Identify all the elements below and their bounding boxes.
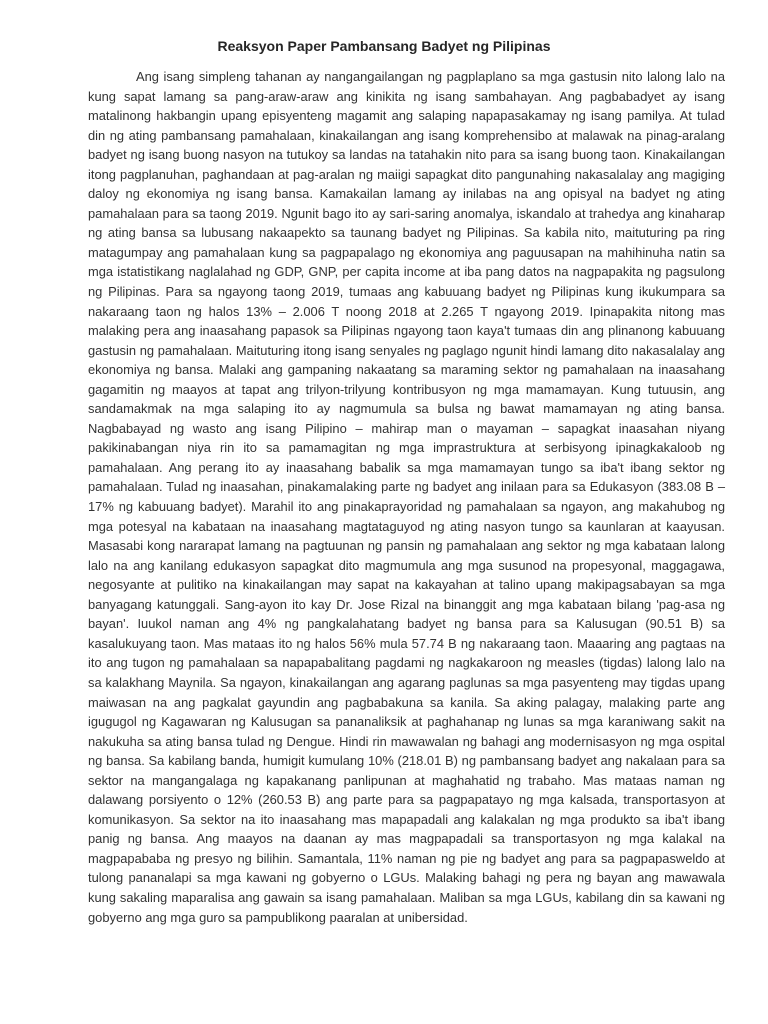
body-paragraph: Ang isang simpleng tahanan ay nangangailangan ng pagplaplano sa mga gastusin nito lalong lalo na kung sapat lamang sa pang-araw-araw ang kinikita ng isang sambahayan. Ang pagbabadyet ay isang matalinong hakbangin upang episyenteng magamit ang salaping napapasakamay ng isang pamilya. At tulad din ng ating pambansang pamahalaan, kinakailangan ang isang komprehensibo at malawak na pinag-aralang badyet ng isang buong nasyon na tutukoy sa landas na tatahakin nito para sa isang buong taon. Kinakailangan itong pagplanuhan, paghandaan at pag-aralan ng maiigi sapagkat dito pangunahing nakasalalay ang magiging daloy ng ekonomiya ng isang bansa. Kamakailan lamang ay inilabas na ang opisyal na badyet ng ating pamahalaan para sa taong 2019. Ngunit bago ito ay sari-saring anomalya, iskandalo at trahedya ang kinaharap ng ating bansa sa lubusang nakaapekto sa taunang badyet ng Pilipinas. Sa kabila nito, maituturing pa ring matagumpay ang pamahalaan kung sa pagpapalago ng ekonomiya ang paguusapan na mahihinuha natin sa mga istatistikang naglalahad ng GDP, GNP, per capita income at iba pang datos na nagpapakita ng pagsulong ng Pilipinas. Para sa ngayong taong 2019, tumaas ang kabuuang badyet ng Pilipinas kung ikukumpara sa nakaraang taon ng halos 13% – 2.006 T noong 2018 at 2.265 T ngayong 2019. Ipinapakita nitong mas malaking pera ang inaasahang papasok sa Pilipinas ngayong taon kaya't tumaas din ang plinanong kabuuang gastusin ng pamahalaan. Maituturing itong isang senyales ng paglago ngunit hindi lamang dito nakasalalay ang ekonomiya ng bansa. Malaki ang gampaning nakaatang sa maraming sektor ng pamahalaan na inaasahang gagamitin ng maayos at tapat ang trilyon-trilyung kontribusyon ng mga mamamayan. Kung tutuusin, ang sandamakmak na mga salaping ito ay nagmumula sa bulsa ng bawat mamamayan ng ating bansa. Nagbabayad ng wasto ang isang Pilipino – mahirap man o mayaman – sapagkat inaasahan niyang pakikinabangan niya rin ito sa pamamagitan ng mga imprastruktura at serbisyong ipinagkakaloob ng pamahalaan. Ang perang ito ay inaasahang babalik sa mga mamamayan tungo sa iba't ibang sektor ng pamahalaan. Tulad ng inaasahan, pinakamalaking parte ng badyet ang inilaan para sa Edukasyon (383.08 B – 17% ng kabuuang badyet). Marahil ito ang pinakaprayoridad ng pamahalaan sa ngayon, ang makahubog ng mga potesyal na kabataan na inaasahang magtataguyod ng ating nasyon tungo sa kaunlaran at kaayusan. Masasabi kong nararapat lamang na pagtuunan ng pansin ng pamahalaan ang sektor ng mga kabataan lalong lalo na ang kanilang edukasyon sapagkat dito magmumula ang mga susunod na propesyonal, maggagawa, negosyante at pulitiko na kinakailangan may sapat na kakayahan at talino upang makipagsabayan sa mga banyagang katunggali. Sang-ayon ito kay Dr. Jose Rizal na binanggit ang mga kabataan bilang 'pag-asa ng bayan'. Iuukol naman ang 4% ng pangkalahatang badyet ng bansa para sa Kalusugan (90.51 B) sa kasalukuyang taon. Mas mataas ito ng halos 56% mula 57.74 B ng nakaraang taon. Maaaring ang pagtaas na ito ang tugon ng pamahalaan sa napapabalitang pagdami ng nagkakaroon ng measles (tigdas) lalong lalo na sa kalakhang Maynila. Sa ngayon, kinakailangan ang agarang paglunas sa mga pasyenteng may tigdas upang maiwasan na ang pagkalat gayundin ang pagbabakuna sa kanila. Sa aking palagay, malaking parte ang igugugol ng Kagawaran ng Kalusugan sa pananaliksik at paghahanap ng lunas sa mga karaniwang sakit na nakukuha sa ating bansa tulad ng Dengue. Hindi rin mawawalan ng bahagi ang modernisasyon ng mga ospital ng bansa. Sa kabilang banda, humigit kumulang 10% (218.01 B) ng pambansang badyet ang nakalaan para sa sektor na mangangalaga ng kapakanang panlipunan at maghahatid ng trabaho. Mas mataas naman ng dalawang porsiyento o 12% (260.53 B) ang parte para sa pagpapatayo ng mga kalsada, transportasyon at komunikasyon. Sa sektor na ito inaasahang mas mapapadali ang kalakalan ng mga produkto sa iba't ibang panig ng bansa. Ang maayos na daanan ay mas magpapadali sa transportasyon ng mga kalakal na magpapababa ng presyo ng bilihin. Samantala, 11% naman ng pie ng badyet ang para sa pagpapasweldo at tulong pananalapi sa mga kawani ng gobyerno o LGUs. Malaking bahagi ng pera ng bayan ang mawawala kung sakaling maparalisa ang gawain sa isang pamahalaan. Maliban sa mga LGUs, kabilang din sa kawani ng gobyerno ang mga guro sa pampublikong paaralan at unibersidad. xyxy=(88,69,725,925)
document-title: Reaksyon Paper Pambansang Badyet ng Pilipinas xyxy=(217,38,551,54)
